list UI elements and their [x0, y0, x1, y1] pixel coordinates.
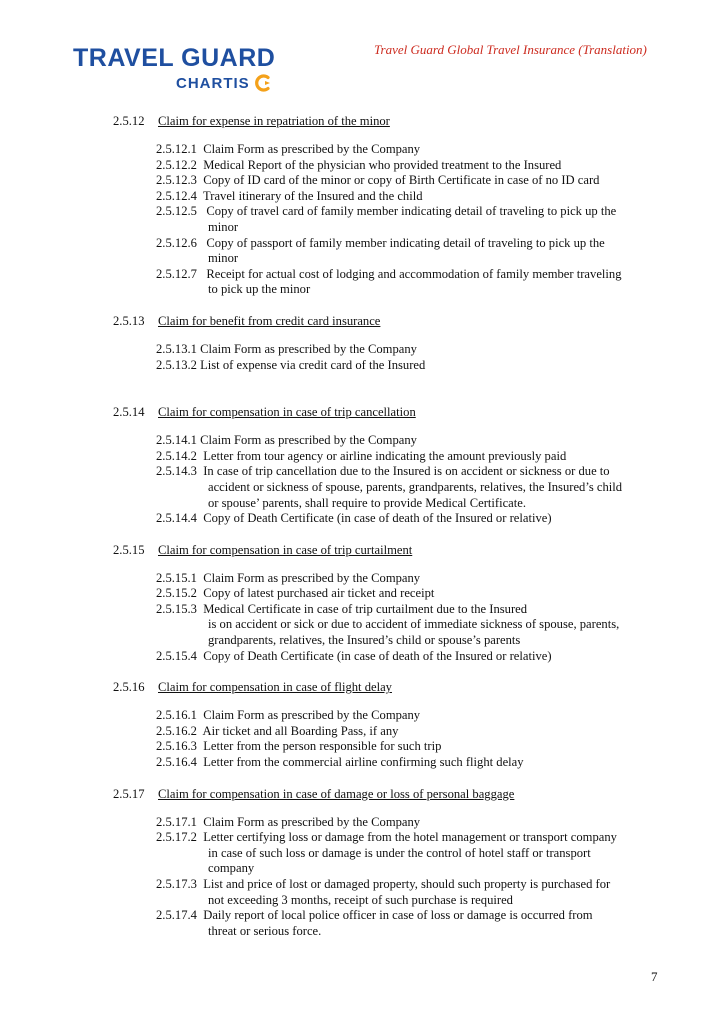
item-number: 2.5.16.4	[156, 755, 197, 770]
item-continuation: to pick up the minor	[208, 282, 311, 297]
item-text: Air ticket and all Boarding Pass, if any	[202, 723, 399, 738]
company-logo	[73, 45, 275, 92]
item-number: 2.5.12.5	[156, 204, 197, 219]
list-item	[156, 649, 673, 665]
page-number: 7	[651, 969, 658, 984]
item-list	[113, 815, 673, 940]
list-item	[156, 358, 673, 374]
item-number: 2.5.12.4	[156, 188, 197, 203]
section-2-5-13	[113, 313, 673, 373]
item-text: Copy of Death Certificate (in case of death of the Insured or relative)	[203, 648, 552, 663]
item-continuation: minor	[208, 219, 239, 234]
list-item	[156, 708, 673, 724]
item-text: Claim Form as prescribed by the Company	[203, 708, 421, 723]
list-item	[156, 189, 673, 205]
header-caption: Travel Guard Global Travel Insurance (Translation)	[374, 42, 647, 57]
section-number: 2.5.16	[113, 680, 145, 695]
chartis-c-icon	[254, 74, 272, 92]
section-title: Claim for expense in repatriation of the minor	[158, 114, 390, 128]
item-text: Receipt for actual cost of lodging and accommodation of family member traveling	[206, 266, 622, 281]
item-text: Claim Form as prescribed by the Company	[200, 433, 417, 448]
item-number: 2.5.13.1	[156, 341, 197, 356]
item-continuation: or spouse’ parents, shall require to provide Medical Certificate.	[208, 495, 526, 510]
item-number: 2.5.17.4	[156, 908, 197, 923]
item-text: Medical Certificate in case of trip curtailment due to the Insured	[203, 601, 528, 616]
item-number: 2.5.12.1	[156, 142, 197, 156]
item-list	[113, 433, 673, 527]
section-number: 2.5.13	[113, 313, 145, 328]
list-item	[156, 464, 673, 511]
item-number: 2.5.12.2	[156, 157, 197, 172]
list-item	[156, 142, 673, 158]
document-body	[113, 113, 673, 939]
list-item	[156, 830, 673, 877]
item-text: Copy of ID card of the minor or copy of Birth Certificate in case of no ID card	[203, 173, 600, 188]
list-item	[156, 236, 673, 267]
item-text: Claim Form as prescribed by the Company	[203, 142, 421, 156]
item-number: 2.5.14.3	[156, 464, 197, 479]
item-number: 2.5.17.1	[156, 814, 197, 829]
item-number: 2.5.14.1	[156, 433, 197, 448]
section-2-5-15	[113, 542, 673, 665]
item-continuation: grandparents, relatives, the Insured’s child or spouse’s parents	[208, 633, 521, 648]
item-continuation: in case of such loss or damage is under the control of hotel staff or transport	[208, 845, 591, 860]
list-item	[156, 739, 673, 755]
list-item	[156, 173, 673, 189]
item-number: 2.5.12.6	[156, 235, 197, 250]
list-item	[156, 267, 673, 298]
item-text: Letter from tour agency or airline indicating the amount previously paid	[203, 448, 567, 463]
item-number: 2.5.16.1	[156, 708, 197, 723]
list-item	[156, 204, 673, 235]
item-text: Letter from the person responsible for such trip	[203, 739, 442, 754]
section-2-5-17	[113, 786, 673, 940]
item-number: 2.5.13.2	[156, 357, 197, 372]
section-title: Claim for compensation in case of trip curtailment	[158, 542, 413, 557]
item-list	[113, 708, 673, 770]
section-title: Claim for benefit from credit card insurance	[158, 313, 381, 328]
item-text: Letter from the commercial airline confirming such flight delay	[203, 755, 524, 770]
list-item	[156, 815, 673, 831]
item-continuation: company	[208, 861, 255, 876]
logo-subbrand	[176, 74, 275, 92]
item-continuation: threat or serious force.	[208, 923, 322, 938]
section-title: Claim for compensation in case of flight delay	[158, 680, 392, 695]
logo-subbrand-text: CHARTIS	[176, 74, 250, 92]
item-text: Medical Report of the physician who provided treatment to the Insured	[203, 157, 562, 172]
section-heading	[113, 113, 673, 129]
item-number: 2.5.12.3	[156, 173, 197, 188]
item-number: 2.5.16.2	[156, 723, 197, 738]
item-number: 2.5.15.3	[156, 601, 197, 616]
item-continuation: minor	[208, 251, 239, 266]
item-number: 2.5.14.4	[156, 511, 197, 526]
item-number: 2.5.17.2	[156, 830, 197, 845]
list-item	[156, 755, 673, 771]
logo-wordmark: TRAVEL GUARD	[73, 44, 276, 72]
item-number: 2.5.15.1	[156, 570, 197, 585]
item-number: 2.5.17.3	[156, 877, 197, 891]
list-item	[156, 571, 673, 587]
item-text: Copy of travel card of family member indicating detail of traveling to pick up the	[206, 204, 617, 219]
item-text: Travel itinerary of the Insured and the child	[203, 188, 423, 203]
item-text: Copy of latest purchased air ticket and receipt	[203, 586, 435, 601]
section-heading	[113, 313, 673, 329]
section-heading	[113, 542, 673, 558]
section-number: 2.5.12	[113, 114, 145, 128]
item-continuation: accident or sickness of spouse, parents, grandparents, relatives, the Insured’s child	[208, 479, 623, 494]
section-heading	[113, 404, 673, 420]
item-text: List of expense via credit card of the Insured	[200, 357, 426, 372]
item-text: List and price of lost or damaged property, should such property is purchased for	[203, 877, 611, 891]
item-text: Copy of Death Certificate (in case of death of the Insured or relative)	[203, 511, 552, 526]
item-list	[113, 571, 673, 665]
section-2-5-12	[113, 113, 673, 298]
item-number: 2.5.15.2	[156, 586, 197, 601]
item-text: In case of trip cancellation due to the Insured is on accident or sickness or due to	[203, 464, 610, 479]
section-2-5-14	[113, 404, 673, 527]
list-item	[156, 908, 673, 939]
list-item	[156, 877, 673, 908]
item-text: Claim Form as prescribed by the Company	[200, 341, 417, 356]
section-title: Claim for compensation in case of trip cancellation	[158, 405, 416, 420]
section-title: Claim for compensation in case of damage or loss of personal baggage	[158, 786, 515, 801]
section-number: 2.5.17	[113, 786, 145, 801]
section-number: 2.5.14	[113, 405, 145, 420]
item-number: 2.5.15.4	[156, 648, 197, 663]
item-text: Claim Form as prescribed by the Company	[203, 570, 421, 585]
item-number: 2.5.16.3	[156, 739, 197, 754]
section-number: 2.5.15	[113, 542, 145, 557]
section-heading	[113, 786, 673, 802]
item-number: 2.5.14.2	[156, 448, 197, 463]
item-text: Claim Form as prescribed by the Company	[203, 814, 421, 829]
list-item	[156, 433, 673, 449]
section-heading	[113, 679, 673, 695]
list-item	[156, 724, 673, 740]
item-list	[113, 142, 673, 298]
item-list	[113, 342, 673, 373]
item-continuation: not exceeding 3 months, receipt of such purchase is required	[208, 892, 513, 907]
item-text: Letter certifying loss or damage from the hotel management or transport company	[203, 830, 617, 845]
list-item	[156, 449, 673, 465]
item-text: Daily report of local police officer in case of loss or damage is occurred from	[203, 908, 593, 923]
item-continuation: is on accident or sick or due to accident of immediate sickness of spouse, parents,	[208, 617, 620, 632]
list-item	[156, 586, 673, 602]
list-item	[156, 602, 673, 649]
item-number: 2.5.12.7	[156, 266, 197, 281]
list-item	[156, 158, 673, 174]
section-2-5-16	[113, 679, 673, 770]
item-text: Copy of passport of family member indicating detail of traveling to pick up the	[206, 235, 605, 250]
list-item	[156, 342, 673, 358]
list-item	[156, 511, 673, 527]
